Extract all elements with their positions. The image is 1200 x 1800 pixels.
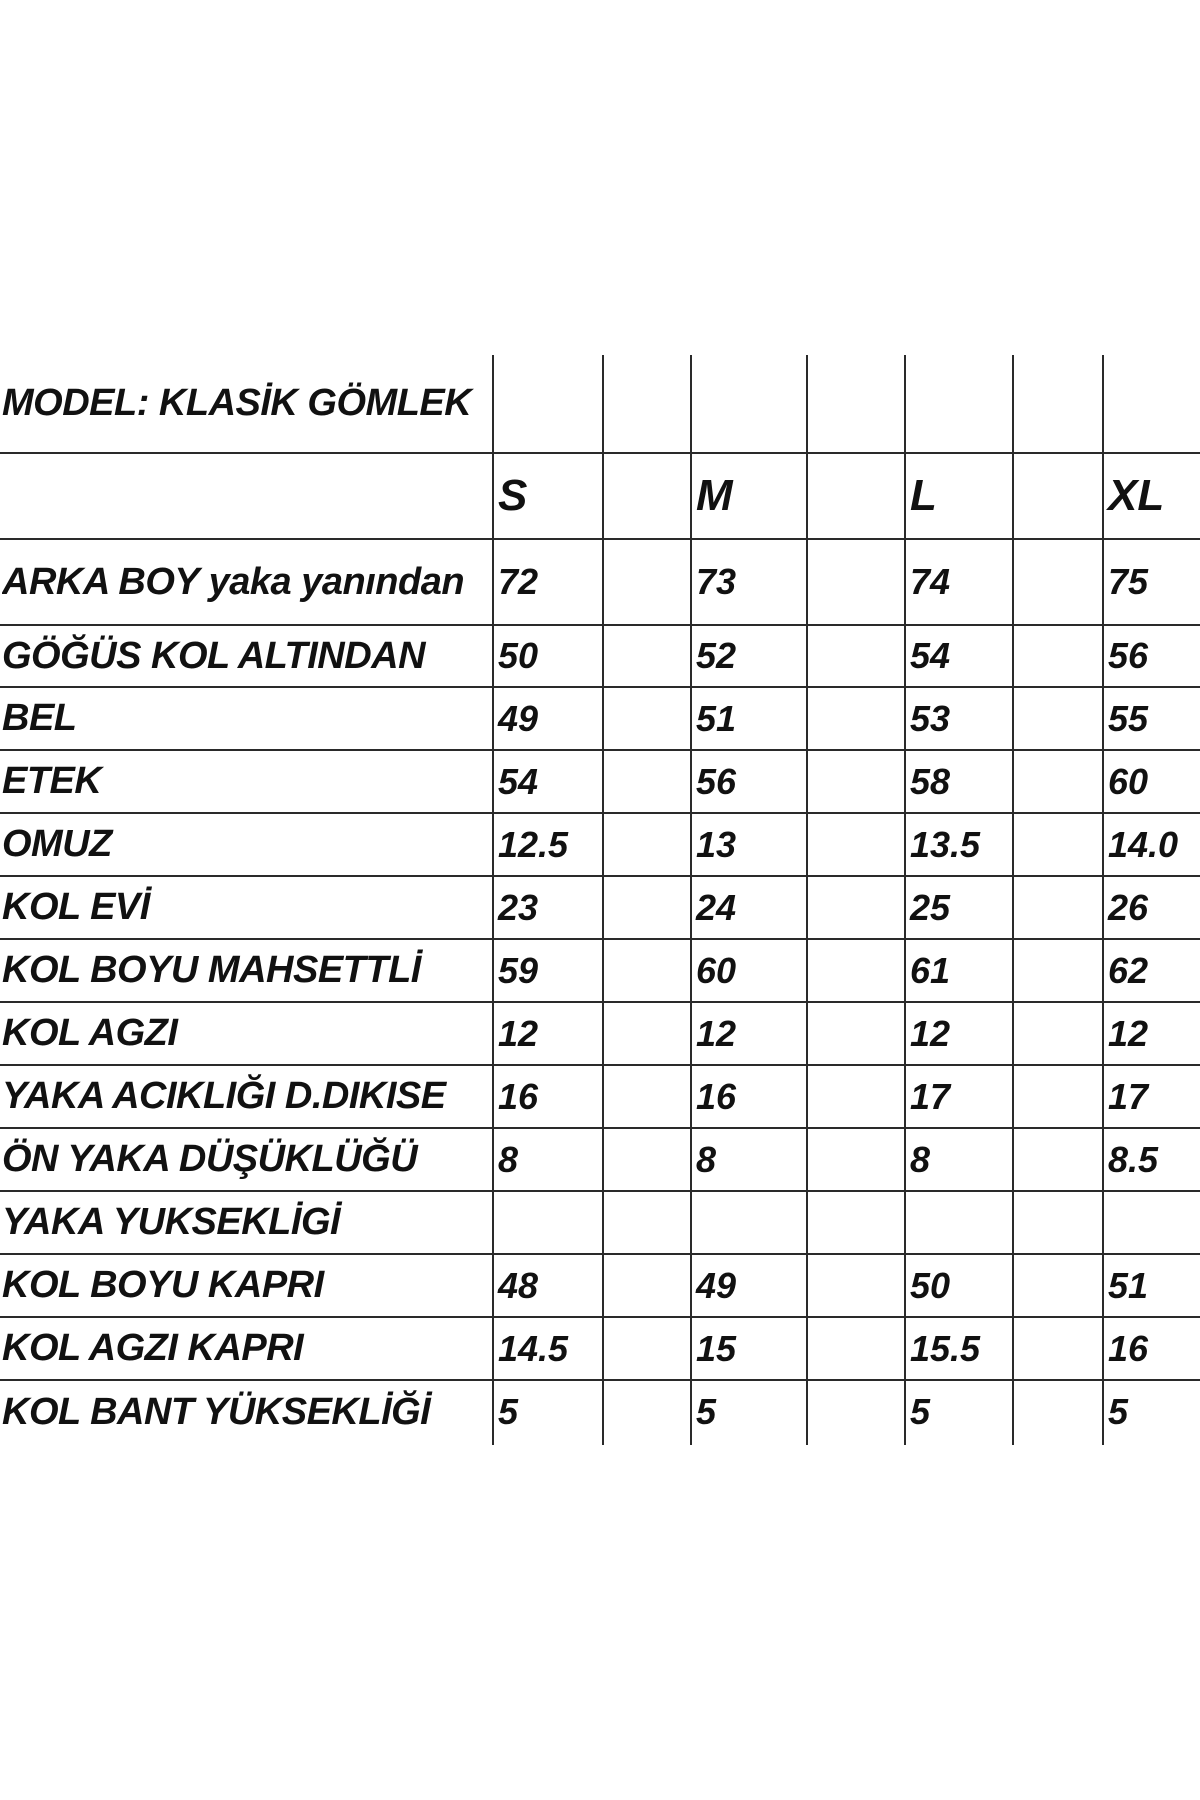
table-row xyxy=(0,751,1200,812)
value-l: 74 xyxy=(910,561,951,602)
row-label: KOL BOYU KAPRI xyxy=(2,1264,324,1306)
value-l: 50 xyxy=(910,1264,951,1306)
value-s xyxy=(494,1192,608,1253)
value-xl: 60 xyxy=(1108,760,1149,802)
table-row xyxy=(0,1255,1200,1316)
value-m: 52 xyxy=(696,635,737,676)
value-xl: 14.0 xyxy=(1108,823,1179,865)
table-row xyxy=(0,1192,1200,1253)
value-m: 5 xyxy=(696,1391,717,1432)
value-l: 54 xyxy=(910,635,951,676)
value-xl: 5 xyxy=(1108,1391,1129,1432)
row-label: KOL EVİ xyxy=(2,886,150,928)
row-label: KOL AGZI xyxy=(2,1012,178,1054)
table-row xyxy=(0,540,1200,624)
row-label: KOL AGZI KAPRI xyxy=(2,1327,304,1369)
value-l: 8 xyxy=(910,1138,931,1180)
value-s: 5 xyxy=(498,1391,519,1432)
value-l: 5 xyxy=(910,1391,931,1432)
value-m: 56 xyxy=(696,760,737,802)
row-label: YAKA ACIKLIĞI D.DIKISE xyxy=(2,1075,446,1117)
table-row xyxy=(0,877,1200,938)
value-m: 51 xyxy=(696,697,737,739)
value-m: 49 xyxy=(696,1264,737,1306)
value-xl: 51 xyxy=(1108,1264,1149,1306)
value-s: 16 xyxy=(498,1075,539,1117)
row-label: ARKA BOY yaka yanından xyxy=(2,560,465,603)
value-s: 48 xyxy=(498,1264,539,1306)
table-row xyxy=(0,1003,1200,1064)
row-label: OMUZ xyxy=(2,823,112,865)
value-m xyxy=(692,1192,806,1253)
value-m: 8 xyxy=(696,1138,717,1180)
value-m: 13 xyxy=(696,823,737,865)
value-l: 25 xyxy=(910,886,951,928)
value-l: 53 xyxy=(910,697,951,739)
value-l: 13.5 xyxy=(910,823,981,865)
title-row xyxy=(0,355,1200,452)
table-row xyxy=(0,626,1200,686)
value-m: 16 xyxy=(696,1075,737,1117)
value-s: 12 xyxy=(498,1012,539,1054)
size-header-l: L xyxy=(910,471,937,520)
row-label: GÖĞÜS KOL ALTINDAN xyxy=(2,634,426,677)
value-s: 23 xyxy=(498,886,539,928)
size-header-row xyxy=(0,454,1200,538)
value-m: 15 xyxy=(696,1327,737,1369)
size-header-s: S xyxy=(498,471,528,520)
value-xl: 26 xyxy=(1108,886,1149,928)
value-s: 54 xyxy=(498,760,539,802)
size-chart-table xyxy=(0,355,1200,1445)
value-m: 12 xyxy=(696,1012,737,1054)
value-xl: 62 xyxy=(1108,949,1149,991)
table-row xyxy=(0,1066,1200,1127)
value-s: 14.5 xyxy=(498,1327,569,1369)
table-title: MODEL: KLASİK GÖMLEK xyxy=(2,382,472,424)
table-row xyxy=(0,1129,1200,1190)
value-s: 50 xyxy=(498,635,539,676)
row-label: ETEK xyxy=(2,760,102,802)
row-label: YAKA YUKSEKLİGİ xyxy=(2,1201,341,1243)
table-row xyxy=(0,940,1200,1001)
value-s: 12.5 xyxy=(498,823,569,865)
row-label: KOL BANT YÜKSEKLİĞİ xyxy=(2,1390,431,1433)
size-header-m: M xyxy=(696,471,733,520)
value-l: 61 xyxy=(910,949,951,991)
row-label: ÖN YAKA DÜŞÜKLÜĞÜ xyxy=(2,1138,418,1180)
value-xl xyxy=(1104,1192,1200,1253)
row-label: KOL BOYU MAHSETTLİ xyxy=(2,949,421,991)
table-row xyxy=(0,1318,1200,1379)
table-row xyxy=(0,1381,1200,1443)
value-xl: 16 xyxy=(1108,1327,1149,1369)
value-l: 17 xyxy=(910,1075,951,1117)
value-m: 73 xyxy=(696,561,737,602)
table-row xyxy=(0,688,1200,749)
value-l: 15.5 xyxy=(910,1327,981,1369)
value-xl: 56 xyxy=(1108,635,1149,676)
table-row xyxy=(0,814,1200,875)
value-m: 60 xyxy=(696,949,737,991)
value-s: 59 xyxy=(498,949,539,991)
value-xl: 8.5 xyxy=(1108,1138,1159,1180)
value-m: 24 xyxy=(696,886,737,928)
row-label: BEL xyxy=(2,697,77,739)
value-s: 72 xyxy=(498,561,539,602)
value-xl: 75 xyxy=(1108,561,1149,602)
value-l: 12 xyxy=(910,1012,951,1054)
value-xl: 55 xyxy=(1108,697,1149,739)
value-l xyxy=(906,1192,1020,1253)
value-xl: 12 xyxy=(1108,1012,1149,1054)
value-l: 58 xyxy=(910,760,951,802)
size-header-xl: XL xyxy=(1108,471,1165,520)
value-s: 49 xyxy=(498,697,539,739)
value-xl: 17 xyxy=(1108,1075,1149,1117)
value-s: 8 xyxy=(498,1138,519,1180)
